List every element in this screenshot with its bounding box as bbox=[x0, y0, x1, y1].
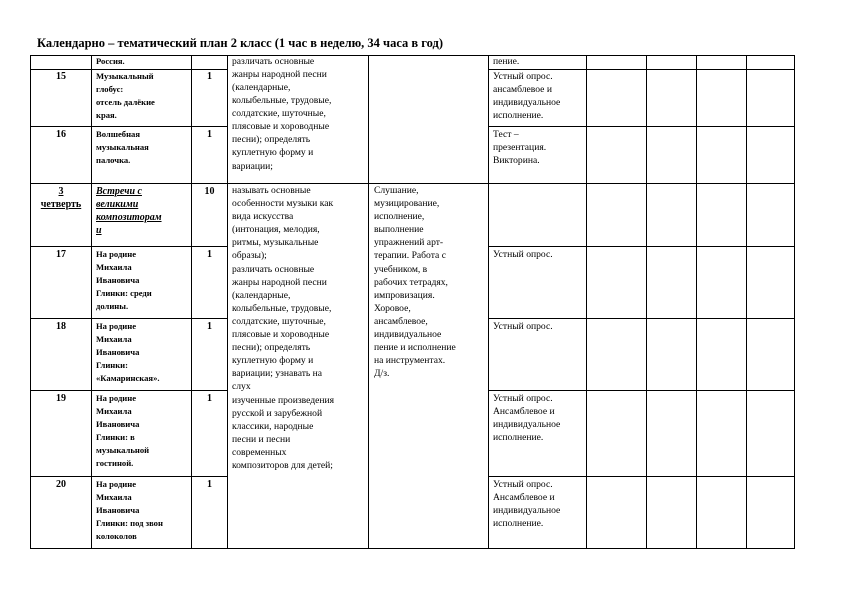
lesson-hours: 1 bbox=[207, 71, 212, 82]
lesson-control: Тест – презентация. Викторина. bbox=[493, 129, 547, 167]
quarter-label: 3 четверть bbox=[40, 186, 82, 211]
lesson-hours: 1 bbox=[207, 393, 212, 404]
lesson-topic: На родине Михаила Ивановича Глинки: среди долины. bbox=[96, 249, 152, 312]
lesson-topic: Музыкальный глобус: отсель далёкие края. bbox=[96, 71, 155, 121]
lesson-control: Устный опрос. Ансамблевое и индивидуальное исполнение. bbox=[493, 393, 561, 444]
lesson-topic: Волшебная музыкальная палочка. bbox=[96, 129, 149, 166]
lesson-control: Устный опрос. ансамблевое и индивидуальное исполнение. bbox=[493, 71, 561, 122]
section-topic: Встречи с великими композиторам и bbox=[96, 186, 162, 237]
lesson-number: 16 bbox=[56, 129, 66, 140]
lesson-topic: На родине Михаила Ивановича Глинки: под звон колоколов bbox=[96, 479, 163, 542]
content-cell-17-20: называть основные особенности музыки как вида искусства (интонация, мелодия, ритмы, музыкальные образы); различать основные жанры народной песни (календарные, колыбельные, трудовые, солдатские, шуточные, плясовые и хороводные песни); определять куплетную форму и вариации; узнавать на слух изученные произведения русской и зарубежной классики, народные песни и песни современных композиторов для детей; bbox=[232, 185, 335, 471]
content-cell-15-16: (календарные, колыбельные, трудовые, солдатские, шуточные, плясовые и хороводные песни); определять куплетную форму и вариации; bbox=[232, 82, 332, 172]
lesson-hours: 1 bbox=[207, 129, 212, 140]
lesson-number: 15 bbox=[56, 71, 66, 82]
lesson-number: 17 bbox=[56, 249, 66, 260]
lesson-number: 20 bbox=[56, 479, 66, 490]
lesson-topic: На родине Михаила Ивановича Глинки: в музыкальной гостиной. bbox=[96, 393, 150, 469]
content-cell-15-top: жанры народной песни bbox=[232, 69, 327, 80]
lesson-hours: 1 bbox=[207, 479, 212, 490]
lesson-number: 19 bbox=[56, 393, 66, 404]
activities-cell: Слушание, музицирование, исполнение, выполнение упражнений арт- терапии. Работа с учебником, в рабочих тетрадях, импровизация. Хоровое, ансамблевое, индивидуальное пение и исполнение на инструментах. Д/з. bbox=[374, 185, 456, 380]
lesson-hours: 1 bbox=[207, 249, 212, 260]
lesson-topic: На родине Михаила Ивановича Глинки: «Камаринская». bbox=[96, 321, 160, 384]
lesson-hours: 1 bbox=[207, 321, 212, 332]
section-hours: 10 bbox=[204, 186, 215, 197]
control-cell-top: пение. bbox=[493, 56, 520, 67]
content-cell-top: различать основные bbox=[232, 56, 315, 67]
lesson-control: Устный опрос. Ансамблевое и индивидуальное исполнение. bbox=[493, 479, 561, 530]
lesson-control: Устный опрос. bbox=[493, 321, 553, 332]
lesson-number: 18 bbox=[56, 321, 66, 332]
lesson-control: Устный опрос. bbox=[493, 249, 553, 260]
topic-cell-top: Россия. bbox=[96, 56, 125, 66]
page-title: Календарно – тематический план 2 класс (1 час в неделю, 34 часа в год) bbox=[37, 36, 444, 50]
